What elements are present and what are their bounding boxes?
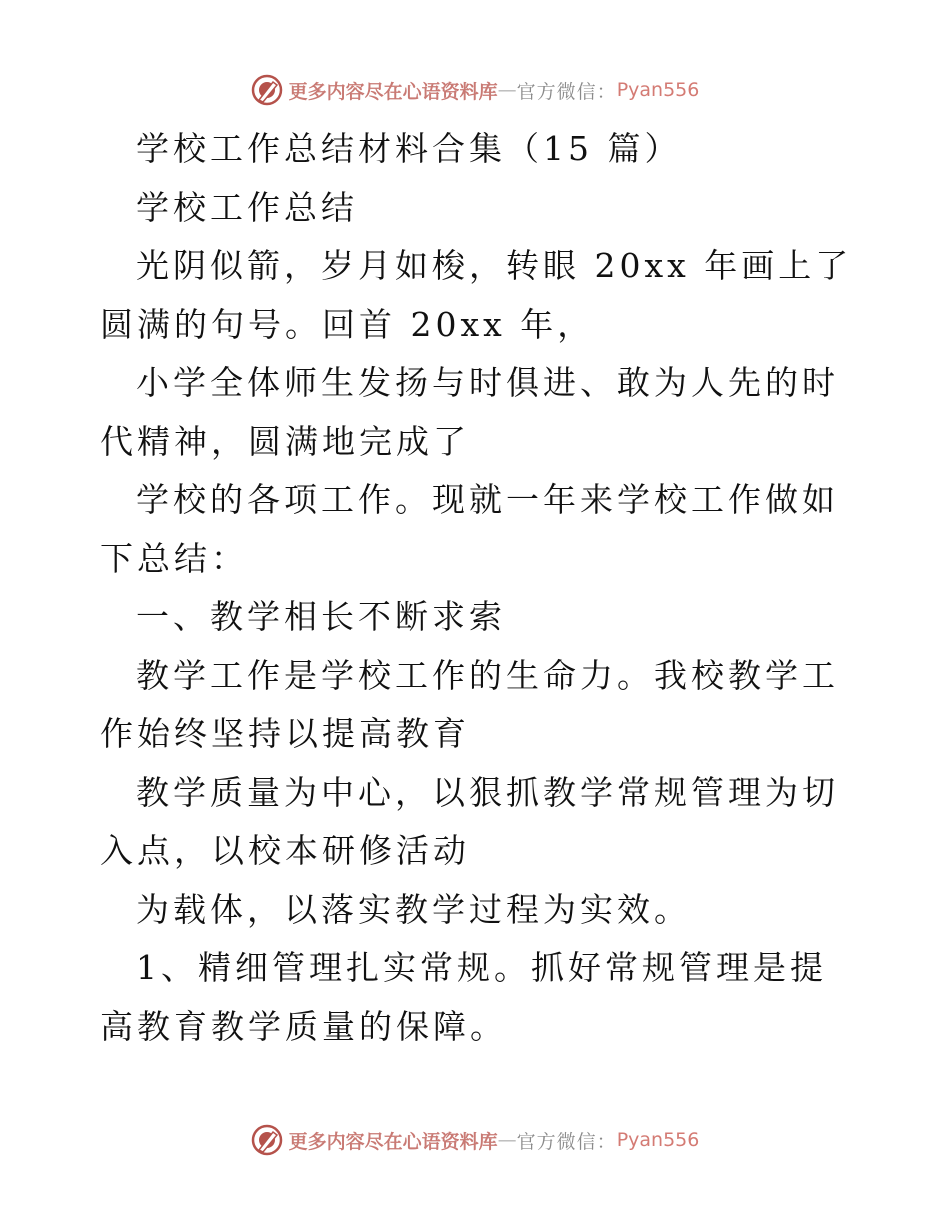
footer-watermark-banner (0, 1120, 950, 1160)
banner-dash: — (497, 1129, 517, 1151)
document-title: 学校工作总结材料合集（15 篇） (136, 129, 682, 168)
pen-logo-icon (251, 74, 283, 106)
subsection-heading: 一、教学相长不断求索 (136, 597, 506, 636)
paragraph: 学校的各项工作。现就一年来学校工作做如下总结： (100, 480, 839, 578)
section-title: 学校工作总结 (136, 187, 358, 227)
pen-logo-icon (251, 1124, 283, 1156)
banner-main-text: 更多内容尽在心语资料库 (288, 1130, 498, 1153)
document-body (100, 120, 860, 1056)
paragraph: 小学全体师生发扬与时俱进、敢为人先的时代精神，圆满地完成了 (100, 363, 839, 461)
banner-wechat-id: Pyan556 (616, 1129, 700, 1151)
header-watermark-banner (0, 70, 950, 110)
paragraph: 1、精细管理扎实常规。抓好常规管理是提高教育教学质量的保障。 (100, 948, 827, 1046)
paragraph: 光阴似箭，岁月如梭，转眼 20xx 年画上了圆满的句号。回首 20xx 年， (100, 246, 853, 344)
paragraph: 教学工作是学校工作的生命力。我校教学工作始终坚持以提高教育 (100, 655, 839, 753)
banner-sub-text: 官方微信： (516, 1130, 617, 1153)
banner-dash: — (497, 79, 517, 101)
paragraph: 教学质量为中心，以狠抓教学常规管理为切入点，以校本研修活动 (100, 772, 839, 870)
banner-wechat-id: Pyan556 (616, 79, 700, 101)
banner-main-text: 更多内容尽在心语资料库 (288, 80, 498, 103)
paragraph: 为载体，以落实教学过程为实效。 (136, 889, 691, 929)
banner-sub-text: 官方微信： (516, 80, 617, 103)
